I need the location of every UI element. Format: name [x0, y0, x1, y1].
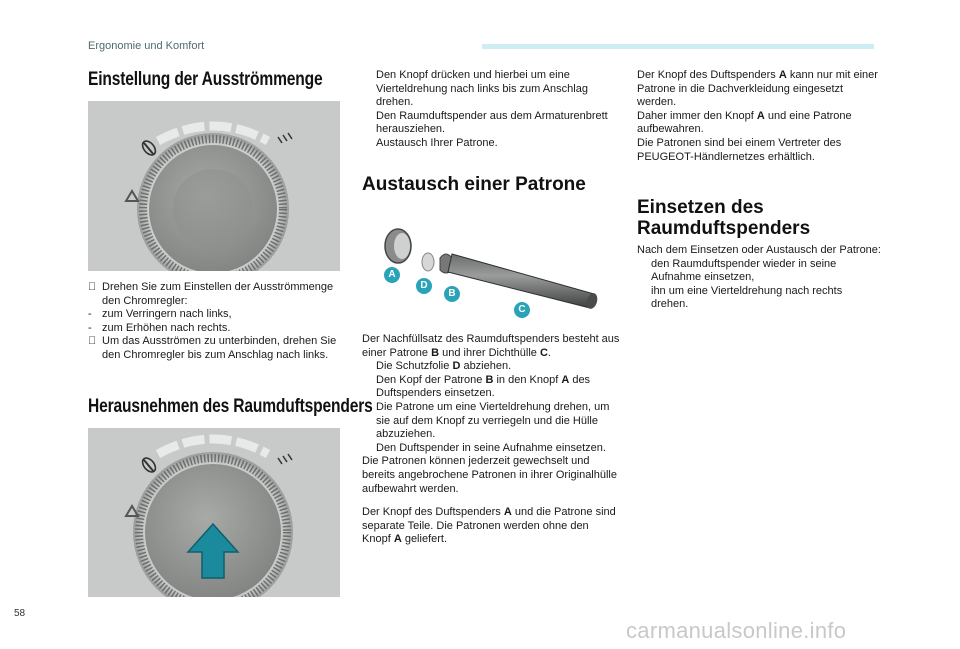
- final-paragraph: Der Knopf des Duftspenders A und die Patrone sind separate Teile. Die Patronen werden ohne den Knopf A geliefert.: [362, 506, 616, 546]
- label-b-badge: B: [444, 286, 460, 302]
- intro-paragraph: Der Nachfüllsatz des Raumduftspenders besteht aus einer Patrone B und ihrer Dichthülle C.: [362, 333, 620, 359]
- list-item: Austausch Ihrer Patrone.: [376, 136, 498, 149]
- list-item: Den Duftspender in seine Aufnahme einsetzen.: [376, 441, 606, 454]
- bullet-icon: [88, 281, 102, 295]
- info-paragraphs: [637, 69, 881, 164]
- photo-dial-push: [88, 428, 340, 597]
- cartridge-illustration: [362, 222, 612, 332]
- paragraph: Daher immer den Knopf A und eine Patrone aufbewahren.: [637, 109, 852, 136]
- paragraph: Die Patronen sind bei einem Vertreter des PEUGEOT-Händlernetzes erhältlich.: [637, 136, 842, 163]
- intro-paragraph: Nach dem Einsetzen oder Austausch der Patrone:: [637, 244, 881, 256]
- list-item: - zum Erhöhen nach rechts.: [88, 321, 231, 334]
- austausch-steps: [362, 333, 620, 547]
- list-item: Den Kopf der Patrone B in den Knopf A des Duftspenders einsetzen.: [376, 373, 591, 400]
- list-einstellung: [88, 281, 348, 363]
- list-item: Den Knopf drücken und hierbei um eine Vierteldrehung nach links bis zum Anschlag drehen.: [376, 69, 588, 109]
- label-c-badge: C: [514, 302, 530, 318]
- section-header: Ergonomie und Komfort: [88, 40, 205, 52]
- list-item: den Raumduftspender wieder in seine Aufnahme einsetzen,: [651, 257, 837, 284]
- label-a-badge: A: [384, 267, 400, 283]
- einsetzen-list: [637, 244, 881, 312]
- list-item: Um das Ausströmen zu unterbinden, drehen Sie den Chromregler bis zum Anschlag nach links.: [88, 335, 348, 362]
- photo-dial-knob: [88, 101, 340, 271]
- heading-austausch: Austausch einer Patrone: [362, 174, 586, 195]
- list-item: - zum Verringern nach links,: [88, 308, 232, 321]
- heading-einstellung: Einstellung der Ausströmmenge: [88, 69, 323, 90]
- list-item: Drehen Sie zum Einstellen der Ausströmmenge den Chromregler:: [88, 281, 348, 308]
- page-number: 58: [14, 608, 26, 619]
- list-item: Die Patrone um eine Vierteldrehung drehen, um sie auf dem Knopf zu verriegeln und die Hülle abzuziehen.: [376, 400, 610, 441]
- bullet-icon: [88, 335, 102, 349]
- note-paragraph: Die Patronen können jederzeit gewechselt und bereits angebrochene Patronen in ihrer Originalhülle aufbewahrt werden.: [362, 455, 617, 495]
- list-item: ihn um eine Vierteldrehung nach rechts drehen.: [651, 284, 843, 311]
- list-item: Den Raumduftspender aus dem Armaturenbrett herausziehen.: [376, 109, 608, 136]
- paragraph: Der Knopf des Duftspenders A kann nur mit einer Patrone in die Dachverkleidung eingesetzt werden.: [637, 69, 878, 109]
- header-accent-bar: [482, 44, 874, 49]
- list-herausnehmen: [362, 69, 620, 151]
- watermark: carmanualsonline.info: [626, 618, 847, 643]
- list-item: Die Schutzfolie D abziehen.: [376, 360, 512, 373]
- label-d-badge: D: [416, 278, 432, 294]
- heading-herausnehmen: Herausnehmen des Raumduftspenders: [88, 396, 373, 417]
- heading-einsetzen: Einsetzen des Raumduftspenders: [637, 197, 811, 239]
